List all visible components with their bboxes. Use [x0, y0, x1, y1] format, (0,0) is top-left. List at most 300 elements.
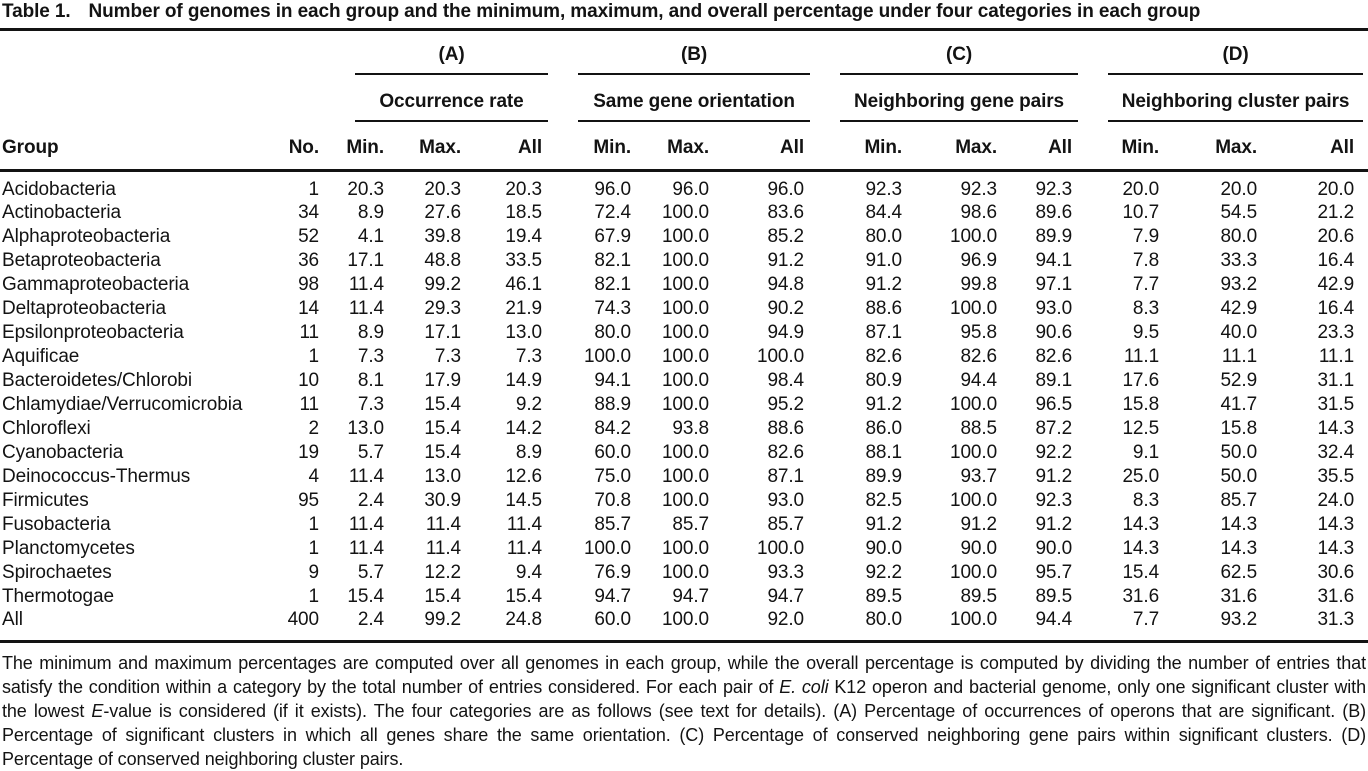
genome-count-cell: 36 — [298, 249, 319, 271]
genome-count-cell: 400 — [285, 609, 325, 642]
value-cell: 8.1 — [357, 369, 384, 391]
value-cell: 11.4 — [348, 537, 384, 559]
category-b-letter: (B) — [578, 44, 810, 75]
group-name-cell: Chloroflexi — [2, 417, 91, 439]
genome-count-cell: 9 — [308, 561, 319, 583]
genome-count-cell: 14 — [298, 297, 319, 319]
value-cell: 91.2 — [1035, 465, 1073, 487]
value-cell: 92.3 — [1035, 489, 1073, 511]
genome-count-cell: 1 — [308, 513, 319, 535]
table-row — [0, 321, 1368, 345]
value-cell: 9.5 — [1132, 321, 1160, 343]
spacer-cell — [0, 75, 325, 122]
value-cell: 94.7 — [767, 585, 805, 607]
footnote-italic-ecoli: E. coli — [779, 676, 829, 697]
table-footnote — [0, 651, 1368, 771]
category-d-letter-cell — [1078, 31, 1368, 75]
value-cell: 14.3 — [1220, 513, 1258, 535]
value-cell: 8.3 — [1132, 297, 1160, 319]
table-row — [0, 561, 1368, 585]
value-cell: 4.1 — [357, 225, 384, 247]
value-cell: 27.6 — [424, 201, 461, 223]
group-name-cell: Spirochaetes — [2, 561, 112, 583]
value-cell: 18.5 — [505, 201, 543, 223]
col-header-min-a: Min. — [325, 122, 390, 170]
value-cell: 100.0 — [661, 345, 710, 367]
value-cell: 14.9 — [505, 369, 543, 391]
value-cell: 95.7 — [1035, 561, 1073, 583]
spacer-cell — [0, 31, 325, 75]
value-cell: 93.8 — [672, 417, 710, 439]
value-cell: 11.4 — [348, 273, 384, 295]
value-cell: 13.0 — [347, 417, 384, 439]
column-header-row — [0, 122, 1368, 170]
genome-count-cell: 52 — [298, 225, 319, 247]
value-cell: 10.7 — [1122, 201, 1160, 223]
value-cell: 100.0 — [661, 561, 710, 583]
value-cell: 48.8 — [424, 249, 461, 271]
value-cell: 50.0 — [1220, 441, 1258, 463]
table-row — [0, 225, 1368, 249]
value-cell: 31.5 — [1317, 393, 1355, 415]
value-cell: 14.3 — [1122, 513, 1160, 535]
value-cell: 84.2 — [594, 417, 632, 439]
category-b-letter-cell — [548, 31, 810, 75]
value-cell: 14.3 — [1317, 537, 1355, 559]
value-cell: 12.5 — [1122, 417, 1160, 439]
value-cell: 80.9 — [865, 369, 903, 391]
value-cell: 95.2 — [767, 393, 805, 415]
value-cell: 21.2 — [1317, 201, 1355, 223]
value-cell: 92.0 — [715, 609, 810, 642]
table-row — [0, 537, 1368, 561]
col-header-max-b: Max. — [637, 122, 715, 170]
value-cell: 88.5 — [960, 417, 998, 439]
value-cell: 7.3 — [515, 345, 543, 367]
value-cell: 94.8 — [767, 273, 805, 295]
value-cell: 12.6 — [505, 465, 543, 487]
value-cell: 74.3 — [594, 297, 632, 319]
footnote-text-1: The minimum and maximum percentages are computed over all genomes in each group, while the overall percentage is computed by dividing the number of entries that satisfy the condition within a category by the total number of entries considered. For each pair of — [2, 652, 1366, 697]
group-name-cell: All — [0, 609, 285, 642]
value-cell: 14.3 — [1122, 537, 1160, 559]
col-header-all-b: All — [715, 122, 810, 170]
value-cell: 100.0 — [583, 537, 632, 559]
col-header-min-d: Min. — [1078, 122, 1165, 170]
value-cell: 20.3 — [424, 178, 461, 200]
value-cell: 86.0 — [865, 417, 903, 439]
value-cell: 11.4 — [348, 465, 384, 487]
value-cell: 15.4 — [424, 417, 461, 439]
category-name-row — [0, 75, 1368, 122]
value-cell: 100.0 — [908, 609, 1003, 642]
value-cell: 14.2 — [505, 417, 543, 439]
value-cell: 88.1 — [865, 441, 903, 463]
value-cell: 93.0 — [1035, 297, 1073, 319]
value-cell: 100.0 — [661, 201, 710, 223]
genome-count-cell: 2 — [308, 417, 319, 439]
genome-count-cell: 34 — [298, 201, 319, 223]
group-name-cell: Cyanobacteria — [2, 441, 124, 463]
value-cell: 90.0 — [960, 537, 998, 559]
value-cell: 35.5 — [1317, 465, 1355, 487]
value-cell: 11.4 — [425, 513, 461, 535]
table-title — [0, 0, 1368, 31]
value-cell: 80.0 — [865, 225, 903, 247]
value-cell: 7.7 — [1132, 273, 1160, 295]
value-cell: 90.6 — [1035, 321, 1073, 343]
value-cell: 52.9 — [1220, 369, 1258, 391]
value-cell: 91.2 — [865, 513, 903, 535]
value-cell: 15.8 — [1220, 417, 1258, 439]
value-cell: 11.1 — [1318, 345, 1355, 367]
col-header-max-a: Max. — [390, 122, 467, 170]
genome-count-cell: 19 — [298, 441, 319, 463]
value-cell: 96.5 — [1035, 393, 1073, 415]
value-cell: 15.4 — [424, 585, 461, 607]
value-cell: 17.9 — [424, 369, 461, 391]
value-cell: 89.5 — [960, 585, 998, 607]
value-cell: 85.7 — [767, 513, 805, 535]
value-cell: 42.9 — [1220, 297, 1258, 319]
table-row — [0, 393, 1368, 417]
table-row — [0, 170, 1368, 201]
value-cell: 15.4 — [505, 585, 543, 607]
value-cell: 99.8 — [960, 273, 998, 295]
value-cell: 90.0 — [1035, 537, 1073, 559]
category-d-name: Neighboring cluster pairs — [1108, 91, 1363, 122]
value-cell: 93.0 — [767, 489, 805, 511]
value-cell: 100.0 — [661, 369, 710, 391]
group-name-cell: Gammaproteobacteria — [2, 273, 190, 295]
genome-count-cell: 11 — [299, 393, 319, 415]
value-cell: 83.6 — [767, 201, 805, 223]
category-d-letter: (D) — [1108, 44, 1363, 75]
value-cell: 85.7 — [672, 513, 710, 535]
value-cell: 11.1 — [1123, 345, 1160, 367]
genome-count-cell: 11 — [299, 321, 319, 343]
value-cell: 67.9 — [594, 225, 632, 247]
value-cell: 46.1 — [505, 273, 543, 295]
genome-count-cell: 1 — [308, 585, 319, 607]
value-cell: 99.2 — [424, 273, 461, 295]
table-row — [0, 513, 1368, 537]
category-d-name-cell — [1078, 75, 1368, 122]
value-cell: 32.4 — [1317, 441, 1355, 463]
value-cell: 89.1 — [1035, 369, 1073, 391]
value-cell: 2.4 — [357, 489, 384, 511]
value-cell: 89.9 — [865, 465, 903, 487]
value-cell: 94.1 — [1035, 249, 1073, 271]
value-cell: 100.0 — [949, 393, 998, 415]
value-cell: 17.1 — [424, 321, 461, 343]
value-cell: 31.1 — [1317, 369, 1355, 391]
value-cell: 94.9 — [767, 321, 805, 343]
col-header-min-b: Min. — [548, 122, 637, 170]
genome-count-cell: 1 — [308, 345, 319, 367]
footnote-italic-evalue: E — [91, 700, 104, 721]
value-cell: 30.6 — [1317, 561, 1355, 583]
value-cell: 100.0 — [661, 225, 710, 247]
value-cell: 9.1 — [1132, 441, 1160, 463]
value-cell: 100.0 — [661, 441, 710, 463]
value-cell: 88.6 — [767, 417, 805, 439]
footnote-text-2: K12 operon and bacterial genome, only one significant cluster with the lowest — [2, 676, 1366, 721]
value-cell: 8.9 — [357, 321, 384, 343]
value-cell: 2.4 — [325, 609, 390, 642]
value-cell: 100.0 — [949, 297, 998, 319]
value-cell: 20.3 — [505, 178, 543, 200]
value-cell: 9.4 — [515, 561, 543, 583]
group-name-cell: Deltaproteobacteria — [2, 297, 166, 319]
table-row — [0, 369, 1368, 393]
group-name-cell: Acidobacteria — [2, 178, 116, 200]
value-cell: 11.1 — [1221, 345, 1258, 367]
col-header-all-a: All — [467, 122, 548, 170]
col-header-no: No. — [285, 122, 325, 170]
value-cell: 85.7 — [1220, 489, 1258, 511]
category-c-letter-cell — [810, 31, 1078, 75]
value-cell: 72.4 — [594, 201, 632, 223]
value-cell: 76.9 — [594, 561, 632, 583]
value-cell: 93.2 — [1220, 273, 1258, 295]
value-cell: 94.7 — [672, 585, 710, 607]
table-row — [0, 441, 1368, 465]
value-cell: 87.1 — [767, 465, 805, 487]
value-cell: 80.0 — [1220, 225, 1258, 247]
category-c-name-cell — [810, 75, 1078, 122]
value-cell: 82.6 — [865, 345, 903, 367]
value-cell: 29.3 — [424, 297, 461, 319]
value-cell: 100.0 — [949, 489, 998, 511]
table-row — [0, 249, 1368, 273]
table-body — [0, 170, 1368, 641]
value-cell: 33.5 — [505, 249, 543, 271]
group-name-cell: Aquificae — [2, 345, 80, 367]
value-cell: 7.3 — [357, 393, 384, 415]
value-cell: 100.0 — [756, 345, 805, 367]
group-name-cell: Bacteroidetes/Chlorobi — [2, 369, 193, 391]
category-a-letter: (A) — [355, 44, 548, 75]
value-cell: 100.0 — [661, 465, 710, 487]
value-cell: 21.9 — [505, 297, 543, 319]
value-cell: 96.0 — [767, 178, 805, 200]
value-cell: 17.1 — [347, 249, 384, 271]
value-cell: 91.2 — [865, 393, 903, 415]
group-name-cell: Betaproteobacteria — [2, 249, 161, 271]
value-cell: 85.7 — [594, 513, 632, 535]
col-header-min-c: Min. — [810, 122, 908, 170]
value-cell: 100.0 — [661, 273, 710, 295]
genome-count-cell: 95 — [298, 489, 319, 511]
value-cell: 20.0 — [1317, 178, 1355, 200]
value-cell: 99.2 — [390, 609, 467, 642]
footnote-text-3: -value is considered (if it exists). The four categories are as follows (see text for details). (A) Percentage of occurrences of operons that are significant. (B) Percentage of significant clusters in which all genes share the same orientation. (C) Percentage of conserved neighboring gene pairs within significant clusters. (D) Percentage of conserved neighboring cluster pairs. — [2, 700, 1366, 769]
value-cell: 82.1 — [594, 249, 632, 271]
value-cell: 88.6 — [865, 297, 903, 319]
genome-count-cell: 4 — [308, 465, 319, 487]
value-cell: 93.3 — [767, 561, 805, 583]
value-cell: 82.6 — [767, 441, 805, 463]
value-cell: 40.0 — [1220, 321, 1258, 343]
value-cell: 92.3 — [865, 178, 903, 200]
value-cell: 87.2 — [1035, 417, 1073, 439]
value-cell: 100.0 — [949, 561, 998, 583]
group-name-cell: Fusobacteria — [2, 513, 111, 535]
col-header-all-c: All — [1003, 122, 1078, 170]
value-cell: 50.0 — [1220, 465, 1258, 487]
value-cell: 14.3 — [1317, 417, 1355, 439]
group-name-cell: Chlamydiae/Verrucomicrobia — [2, 393, 243, 415]
value-cell: 100.0 — [661, 537, 710, 559]
value-cell: 54.5 — [1220, 201, 1258, 223]
value-cell: 14.3 — [1317, 513, 1355, 535]
value-cell: 89.5 — [865, 585, 903, 607]
value-cell: 7.3 — [357, 345, 384, 367]
value-cell: 98.6 — [960, 201, 998, 223]
value-cell: 91.0 — [865, 249, 903, 271]
value-cell: 12.2 — [424, 561, 461, 583]
group-name-cell: Thermotogae — [2, 585, 114, 607]
value-cell: 100.0 — [583, 345, 632, 367]
value-cell: 97.1 — [1035, 273, 1073, 295]
table-row — [0, 273, 1368, 297]
value-cell: 30.9 — [424, 489, 461, 511]
value-cell: 11.4 — [348, 297, 384, 319]
value-cell: 93.7 — [960, 465, 998, 487]
value-cell: 88.9 — [594, 393, 632, 415]
value-cell: 9.2 — [515, 393, 543, 415]
value-cell: 16.4 — [1317, 249, 1355, 271]
value-cell: 15.8 — [1122, 393, 1160, 415]
category-a-name: Occurrence rate — [355, 91, 548, 122]
value-cell: 100.0 — [661, 393, 710, 415]
value-cell: 31.6 — [1122, 585, 1160, 607]
value-cell: 15.4 — [424, 441, 461, 463]
value-cell: 87.1 — [865, 321, 903, 343]
value-cell: 13.0 — [505, 321, 543, 343]
category-b-name: Same gene orientation — [578, 91, 810, 122]
table-row — [0, 489, 1368, 513]
value-cell: 60.0 — [594, 441, 632, 463]
value-cell: 7.3 — [434, 345, 461, 367]
genome-count-cell: 10 — [298, 369, 319, 391]
value-cell: 7.7 — [1078, 609, 1165, 642]
value-cell: 95.8 — [960, 321, 998, 343]
value-cell: 96.0 — [672, 178, 710, 200]
col-header-max-c: Max. — [908, 122, 1003, 170]
category-a-name-cell — [325, 75, 548, 122]
category-c-letter: (C) — [840, 44, 1078, 75]
value-cell: 60.0 — [548, 609, 637, 642]
value-cell: 31.6 — [1317, 585, 1355, 607]
value-cell: 13.0 — [424, 465, 461, 487]
value-cell: 31.3 — [1263, 609, 1368, 642]
value-cell: 14.3 — [1220, 537, 1258, 559]
value-cell: 98.4 — [767, 369, 805, 391]
table-row — [0, 465, 1368, 489]
category-a-letter-cell — [325, 31, 548, 75]
table-row — [0, 201, 1368, 225]
table-row — [0, 297, 1368, 321]
col-header-max-d: Max. — [1165, 122, 1263, 170]
category-b-name-cell — [548, 75, 810, 122]
group-name-cell: Epsilonproteobacteria — [2, 321, 184, 343]
value-cell: 17.6 — [1122, 369, 1160, 391]
value-cell: 91.2 — [865, 273, 903, 295]
value-cell: 8.9 — [515, 441, 543, 463]
value-cell: 100.0 — [661, 489, 710, 511]
value-cell: 100.0 — [661, 249, 710, 271]
value-cell: 94.7 — [594, 585, 632, 607]
value-cell: 84.4 — [865, 201, 903, 223]
group-name-cell: Deinococcus-Thermus — [2, 465, 191, 487]
value-cell: 62.5 — [1220, 561, 1258, 583]
value-cell: 11.4 — [506, 537, 543, 559]
value-cell: 24.0 — [1317, 489, 1355, 511]
value-cell: 11.4 — [348, 513, 384, 535]
value-cell: 93.2 — [1165, 609, 1263, 642]
value-cell: 14.5 — [505, 489, 543, 511]
group-name-cell: Firmicutes — [2, 489, 89, 511]
value-cell: 31.6 — [1220, 585, 1258, 607]
value-cell: 41.7 — [1220, 393, 1258, 415]
group-name-cell: Alphaproteobacteria — [2, 225, 171, 247]
value-cell: 100.0 — [949, 441, 998, 463]
value-cell: 94.4 — [960, 369, 998, 391]
value-cell: 20.0 — [1220, 178, 1258, 200]
value-cell: 80.0 — [810, 609, 908, 642]
category-letter-row — [0, 31, 1368, 75]
value-cell: 82.6 — [960, 345, 998, 367]
value-cell: 80.0 — [594, 321, 632, 343]
genome-count-cell: 1 — [308, 178, 319, 200]
value-cell: 11.4 — [506, 513, 543, 535]
value-cell: 24.8 — [467, 609, 548, 642]
value-cell: 92.3 — [1035, 178, 1073, 200]
value-cell: 20.0 — [1122, 178, 1160, 200]
value-cell: 85.2 — [767, 225, 805, 247]
value-cell: 94.1 — [594, 369, 632, 391]
value-cell: 82.6 — [1035, 345, 1073, 367]
value-cell: 5.7 — [357, 561, 384, 583]
value-cell: 92.2 — [865, 561, 903, 583]
value-cell: 100.0 — [756, 537, 805, 559]
genomes-table — [0, 31, 1368, 643]
value-cell: 92.2 — [1035, 441, 1073, 463]
value-cell: 16.4 — [1317, 297, 1355, 319]
value-cell: 92.3 — [960, 178, 998, 200]
value-cell: 100.0 — [661, 321, 710, 343]
value-cell: 96.0 — [594, 178, 632, 200]
table-row — [0, 585, 1368, 609]
value-cell: 82.5 — [865, 489, 903, 511]
value-cell: 8.3 — [1132, 489, 1160, 511]
table-row — [0, 609, 1368, 642]
value-cell: 20.3 — [347, 178, 384, 200]
genome-count-cell: 1 — [308, 537, 319, 559]
value-cell: 89.5 — [1035, 585, 1073, 607]
col-header-group: Group — [0, 122, 285, 170]
value-cell: 25.0 — [1122, 465, 1160, 487]
value-cell: 70.8 — [594, 489, 632, 511]
value-cell: 82.1 — [594, 273, 632, 295]
table-number-label: Table 1. — [2, 1, 71, 22]
col-header-all-d: All — [1263, 122, 1368, 170]
value-cell: 75.0 — [594, 465, 632, 487]
value-cell: 7.9 — [1132, 225, 1160, 247]
value-cell: 91.2 — [960, 513, 998, 535]
